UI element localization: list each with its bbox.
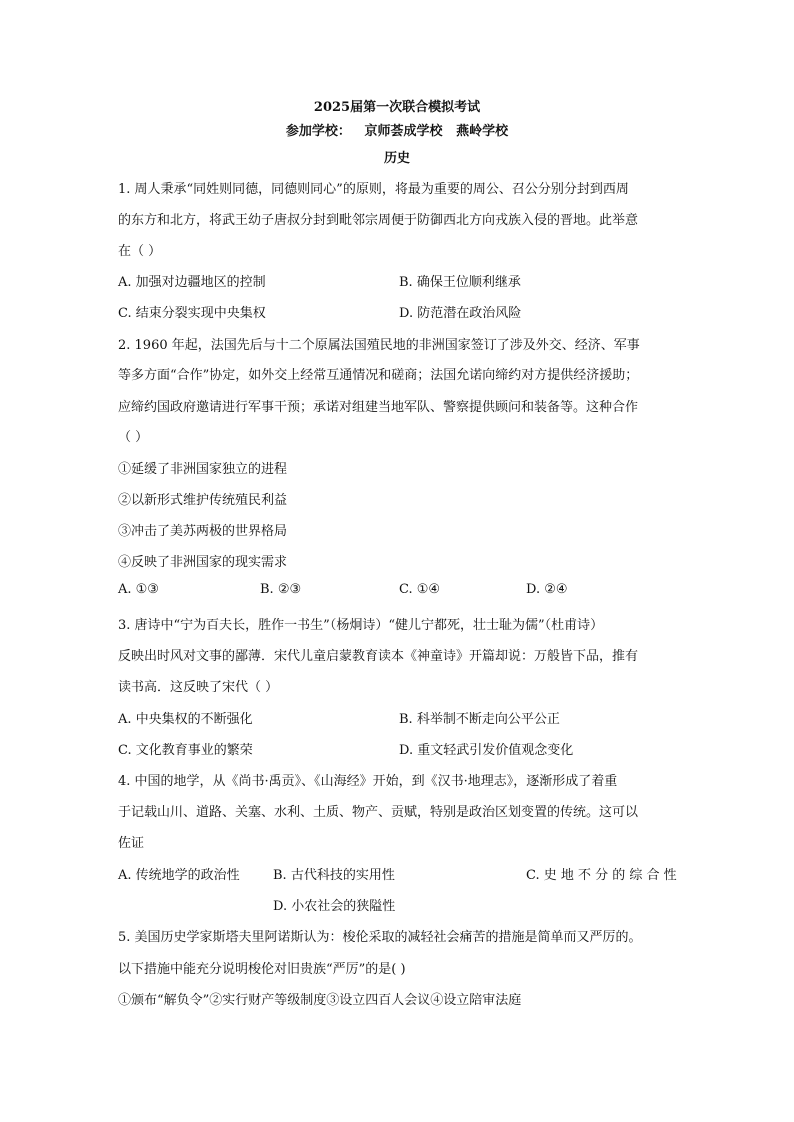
q2-stem-line: 2. 1960 年起，法国先后与十二个原属法国殖民地的非洲国家签订了涉及外交、经济、军事 xyxy=(118,338,640,353)
subject-title: 历史 xyxy=(383,151,410,166)
q2-option-c: C. ①④ xyxy=(399,582,441,597)
q5-stem-line: 以下措施中能充分说明梭伦对旧贵族“严厉”的是( ) xyxy=(118,962,406,977)
q1-stem-line: 在（ ） xyxy=(118,244,162,259)
q1-option-c: C. 结束分裂实现中央集权 xyxy=(118,306,266,321)
q1-stem-line: 1. 周人秉承“同姓则同德，同德则同心”的原则，将最为重要的周公、召公分别分封到西周 xyxy=(118,182,629,197)
q5-stem-line: 5. 美国历史学家斯塔夫里阿诺斯认为：梭伦采取的减轻社会痛苦的措施是简单而又严厉的。 xyxy=(118,930,642,945)
q2-item: ②以新形式维护传统殖民利益 xyxy=(118,493,288,508)
q3-stem-line: 反映出时风对文事的鄙薄．宋代儿童启蒙教育读本《神童诗》开篇却说：万般皆下品，推有 xyxy=(118,649,639,664)
q2-option-d: D. ②④ xyxy=(526,582,568,597)
q4-stem-line: 佐证 xyxy=(118,836,145,851)
q3-option-a: A. 中央集权的不断强化 xyxy=(118,712,253,727)
q4-option-c: C. 史 地 不 分 的 综 合 性 xyxy=(526,868,677,883)
participating-schools: 参加学校： 京师荟成学校 燕岭学校 xyxy=(285,124,509,139)
q2-stem-line: 应缔约国政府邀请进行军事干预；承诺对组建当地军队、警察提供顾问和装备等。这种合作 xyxy=(118,400,639,415)
q3-stem-line: 3. 唐诗中“宁为百夫长，胜作一书生”（杨炯诗）“健儿宁都死，壮士耻为儒”（杜甫诗） xyxy=(118,618,604,633)
q3-stem-line: 读书高．这反映了宋代（ ） xyxy=(118,680,279,695)
q1-option-b: B. 确保王位顺利继承 xyxy=(399,275,521,290)
q1-stem-line: 的东方和北方，将武王幼子唐叔分封到毗邻宗周便于防御西北方向戎族入侵的晋地。此举意 xyxy=(118,213,639,228)
q3-option-d: D. 重文轻武引发价值观念变化 xyxy=(399,743,574,758)
q4-option-b: B. 古代科技的实用性 xyxy=(273,868,395,883)
q4-option-a: A. 传统地学的政治性 xyxy=(118,868,240,883)
q2-option-a: A. ①③ xyxy=(118,582,159,597)
q2-item: ③冲击了美苏两极的世界格局 xyxy=(118,524,288,539)
q4-stem-line: 4. 中国的地学，从《尚书·禹贡》、《山海经》开始，到《汉书·地理志》，逐渐形成了着重 xyxy=(118,774,618,789)
q2-item: ④反映了非洲国家的现实需求 xyxy=(118,555,288,570)
q5-stem-line: ①颁布“解负令”②实行财产等级制度③设立四百人会议④设立陪审法庭 xyxy=(118,993,522,1008)
q1-option-d: D. 防范潜在政治风险 xyxy=(399,306,522,321)
q3-option-c: C. 文化教育事业的繁荣 xyxy=(118,743,253,758)
q2-stem-line: 等多方面“合作”协定，如外交上经常互通情况和磋商；法国允诺向缔约对方提供经济援助； xyxy=(118,368,639,383)
exam-title: 2025届第一次联合模拟考试 xyxy=(313,100,481,115)
q3-option-b: B. 科举制不断走向公平公正 xyxy=(399,712,560,727)
q2-item: ①延缓了非洲国家独立的进程 xyxy=(118,462,288,477)
q4-stem-line: 于记载山川、道路、关塞、水利、土质、物产、贡赋，特别是政治区划变置的传统。这可以 xyxy=(118,805,639,820)
q2-option-b: B. ②③ xyxy=(260,582,302,597)
q1-option-a: A. 加强对边疆地区的控制 xyxy=(118,275,266,290)
q2-stem-line: （ ） xyxy=(118,430,149,445)
q4-option-d: D. 小农社会的狭隘性 xyxy=(273,899,396,914)
